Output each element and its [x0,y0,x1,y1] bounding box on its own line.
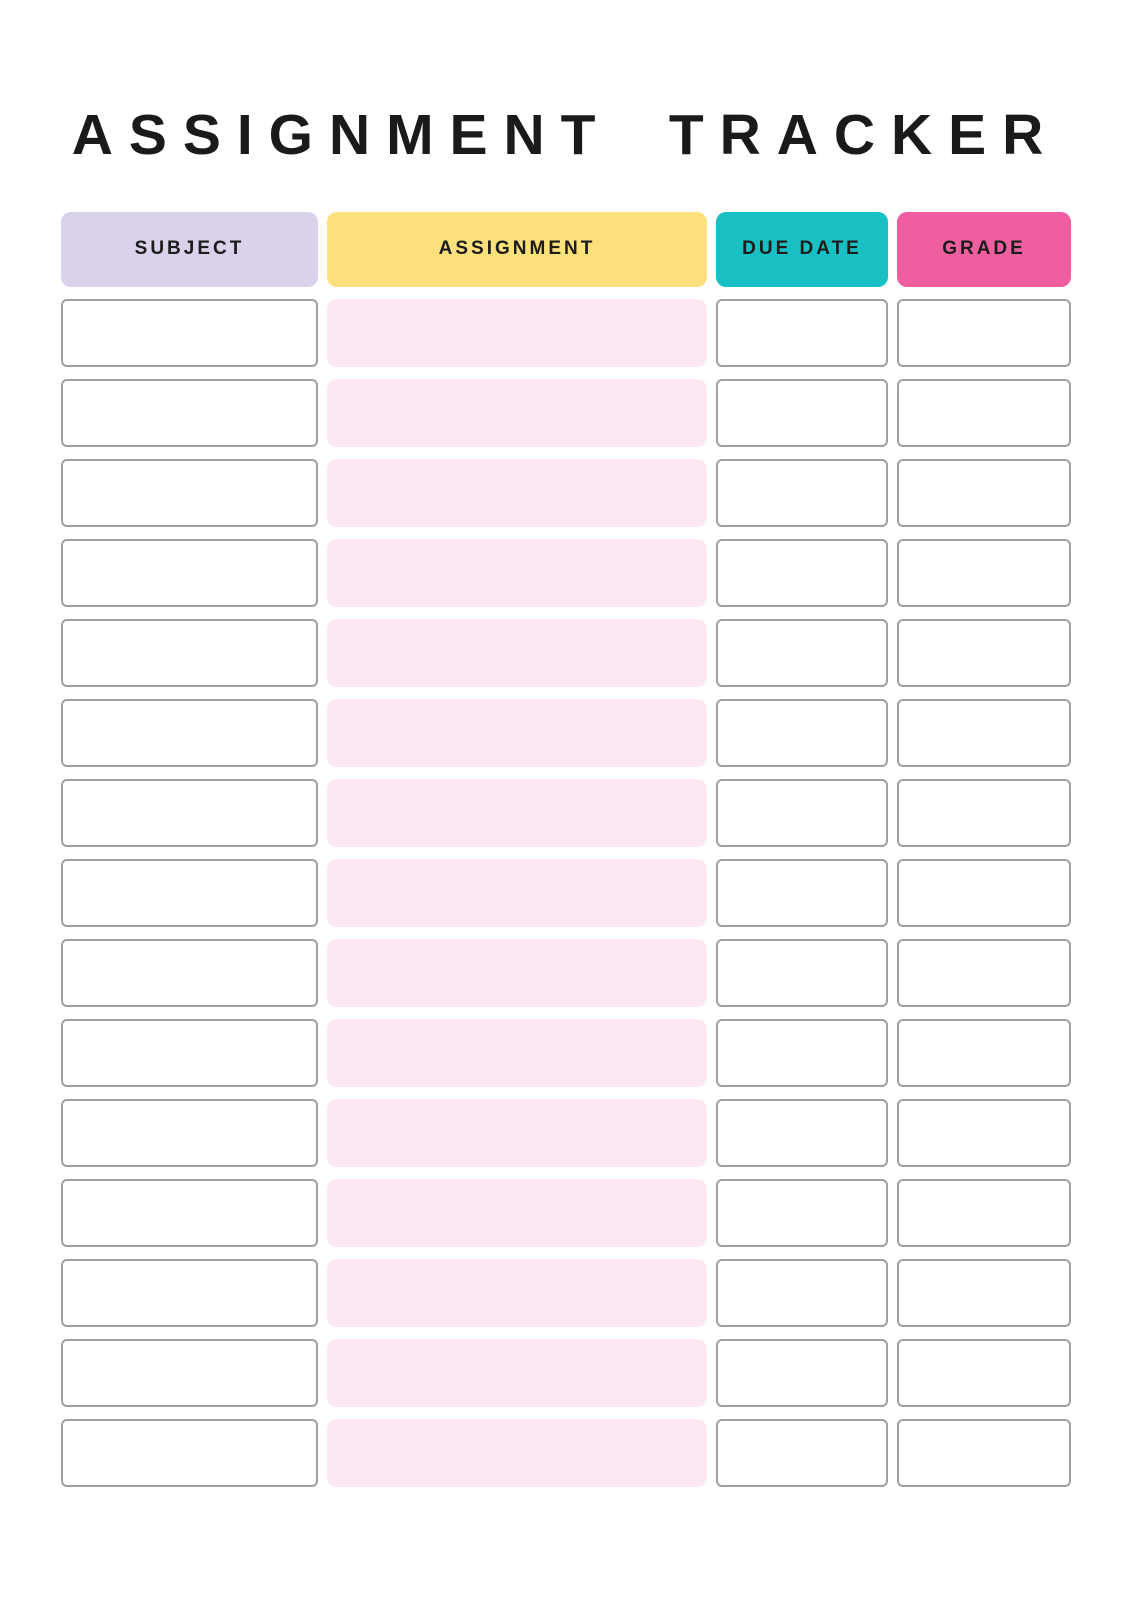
grade-cell[interactable] [897,939,1071,1007]
page-title: ASSIGNMENT TRACKER [71,103,1060,167]
assignment-cell[interactable] [327,1179,707,1247]
table-row [61,779,1070,847]
assignment-cell[interactable] [327,299,707,367]
grade-cell[interactable] [897,619,1071,687]
assignment-cell[interactable] [327,459,707,527]
due-date-cell[interactable] [716,539,888,607]
grade-cell[interactable] [897,1019,1071,1087]
table-row [61,1179,1070,1247]
table-body [61,299,1070,1487]
assignment-cell[interactable] [327,1099,707,1167]
assignment-cell[interactable] [327,859,707,927]
assignment-table [61,212,1070,1487]
subject-cell[interactable] [61,1019,318,1087]
due-date-cell[interactable] [716,859,888,927]
due-date-cell[interactable] [716,299,888,367]
subject-cell[interactable] [61,779,318,847]
subject-cell[interactable] [61,859,318,927]
grade-cell[interactable] [897,379,1071,447]
assignment-cell[interactable] [327,539,707,607]
header-subject: SUBJECT [61,212,318,287]
due-date-cell[interactable] [716,1259,888,1327]
assignment-cell[interactable] [327,1339,707,1407]
table-row [61,939,1070,1007]
assignment-cell[interactable] [327,1419,707,1487]
subject-cell[interactable] [61,1099,318,1167]
subject-cell[interactable] [61,299,318,367]
grade-cell[interactable] [897,459,1071,527]
table-header-row [61,212,1070,287]
grade-cell[interactable] [897,699,1071,767]
due-date-cell[interactable] [716,619,888,687]
due-date-cell[interactable] [716,459,888,527]
table-row [61,459,1070,527]
assignment-cell[interactable] [327,379,707,447]
due-date-cell[interactable] [716,1019,888,1087]
assignment-cell[interactable] [327,779,707,847]
due-date-cell[interactable] [716,1179,888,1247]
grade-cell[interactable] [897,859,1071,927]
header-grade: GRADE [897,212,1071,287]
table-row [61,1339,1070,1407]
subject-cell[interactable] [61,1339,318,1407]
assignment-cell[interactable] [327,1019,707,1087]
table-row [61,379,1070,447]
grade-cell[interactable] [897,1419,1071,1487]
subject-cell[interactable] [61,619,318,687]
table-row [61,1419,1070,1487]
table-row [61,1259,1070,1327]
subject-cell[interactable] [61,1259,318,1327]
assignment-cell[interactable] [327,699,707,767]
due-date-cell[interactable] [716,779,888,847]
due-date-cell[interactable] [716,939,888,1007]
due-date-cell[interactable] [716,1419,888,1487]
due-date-cell[interactable] [716,1099,888,1167]
due-date-cell[interactable] [716,699,888,767]
assignment-cell[interactable] [327,1259,707,1327]
table-row [61,619,1070,687]
subject-cell[interactable] [61,699,318,767]
table-row [61,1099,1070,1167]
subject-cell[interactable] [61,539,318,607]
grade-cell[interactable] [897,1259,1071,1327]
grade-cell[interactable] [897,299,1071,367]
due-date-cell[interactable] [716,1339,888,1407]
header-assignment: ASSIGNMENT [327,212,707,287]
grade-cell[interactable] [897,1339,1071,1407]
grade-cell[interactable] [897,1179,1071,1247]
subject-cell[interactable] [61,939,318,1007]
assignment-cell[interactable] [327,939,707,1007]
table-row [61,1019,1070,1087]
subject-cell[interactable] [61,459,318,527]
table-row [61,539,1070,607]
header-due-date: DUE DATE [716,212,888,287]
assignment-cell[interactable] [327,619,707,687]
subject-cell[interactable] [61,379,318,447]
grade-cell[interactable] [897,779,1071,847]
subject-cell[interactable] [61,1179,318,1247]
due-date-cell[interactable] [716,379,888,447]
table-row [61,699,1070,767]
subject-cell[interactable] [61,1419,318,1487]
grade-cell[interactable] [897,539,1071,607]
table-row [61,299,1070,367]
grade-cell[interactable] [897,1099,1071,1167]
table-row [61,859,1070,927]
